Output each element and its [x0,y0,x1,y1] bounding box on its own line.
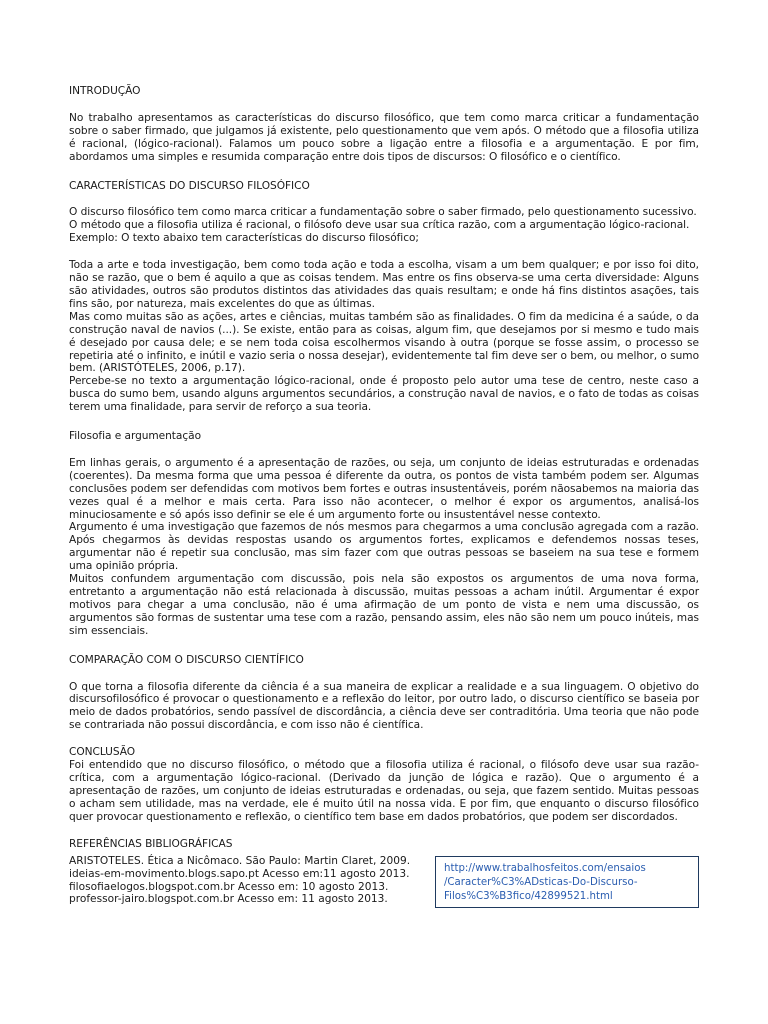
source-link-box[interactable] [435,856,699,908]
references-heading: REFERÊNCIAS BIBLIOGRÁFICAS [69,837,233,850]
characteristics-heading: CARACTERÍSTICAS DO DISCURSO FILOSÓFICO [69,179,310,192]
quote-analysis: Percebe-se no texto a argumentação lógico-racional, onde é proposto pelo autor uma tese de centro, neste caso a busca do sumo bem, usando alguns argumentos secundários, a construção naval de navios, e o fato de todas as coisas terem uma finalidade, para servir de reforço a sua teoria. [69,375,699,414]
argumentation-paragraph-3: Muitos confundem argumentação com discussão, pois nela são expostos os argumentos de uma nova forma, entretanto a argumentação não está relacionada à discussão, muitas pessoas a acham inútil. Argumentar é expor motivos para chegar a uma conclusão, não é uma afirmação de um ponto de vista e nem uma discussão, os argumentos são formas de sustentar uma tese com a razão, pensando assim, eles não são nem um pouco inúteis, mas sim essenciais. [69,573,699,637]
aristotle-quote-1: Toda a arte e toda investigação, bem como toda ação e toda a escolha, visam a um bem qualquer; e por isso foi dito, não se razão, que o bem é aquilo a que as coisas tendem. Mas entre os fins observa-se uma certa diversidade: Alguns são atividades, outros são produtos distintos das atividades das quais resultam; e onde há fins distintos asações, tais fins são, por natureza, mais excelentes do que as últimas. [69,259,699,310]
comparison-heading: COMPARAÇÃO COM O DISCURSO CIENTÍFICO [69,653,304,666]
references-list [69,855,429,906]
reference-item: filosofiaelogos.blogspot.com.br Acesso em: 10 agosto 2013. [69,880,389,893]
source-link-line[interactable]: http://www.trabalhosfeitos.com/ensaios [444,863,646,874]
conclusion-heading: CONCLUSÃO [69,746,136,759]
comparison-paragraph: O que torna a filosofia diferente da ciência é a sua maneira de explicar a realidade e a sua linguagem. O objetivo do discursofilosófico é provocar o questionamento e a reflexão do leitor, por outro lado, o discurso científico se baseia por meio de dados probatórios, sendo passível de discordância, a ciência deve ser contraditória. Uma teoria que não pode se contrariada não possui discordância, e com isso não é científica. [69,680,699,732]
reference-item: ideias-em-movimento.blogs.sapo.pt Acesso em:11 agosto 2013. [69,867,410,880]
source-link-line[interactable]: /Caracter%C3%ADsticas-Do-Discurso- [444,877,638,888]
characteristics-line-1: O discurso filosófico tem como marca criticar a fundamentação sobre o saber firmado, pelo questionamento sucessivo. [69,206,697,219]
reference-item: ARISTOTELES. Ética a Nicômaco. São Paulo: Martin Claret, 2009. [69,855,411,867]
intro-paragraph: No trabalho apresentamos as características do discurso filosófico, que tem como marca criticar a fundamentação sobre o saber firmado, que julgamos já existente, pelo questionamento que vem após. O método que a filosofia utiliza é racional, (lógico-racional). Falamos um pouco sobre a ligação entre a filosofia e a argumentação. E por fim, abordamos uma simples e resumida comparação entre dois tipos de discursos: O filosófico e o científico. [69,111,699,163]
source-link-line[interactable]: Filos%C3%B3fico/42899521.html [444,891,613,902]
argumentation-heading: Filosofia e argumentação [69,430,202,443]
argumentation-paragraph-1: Em linhas gerais, o argumento é a apresentação de razões, ou seja, um conjunto de ideias estruturadas e ordenadas (coerentes). Da mesma forma que uma pessoa é diferente da outra, os pontos de vista também podem ser. Algumas conclusões podem ser defendidas com motivos bem fortes e outras insustentáveis, porém nãosabemos na maioria das vezes qual é a melhor e mais certa. Para isso não acontecer, o melhor é expor os argumentos, analisá-los minuciosamente e só após isso definir se ele é um argumento forte ou insustentável nesse contexto. [69,456,699,521]
characteristics-line-2: O método que a filosofia utiliza é racional, o filósofo deve usar sua crítica razão, com a argumentação lógico-racional. [69,219,690,232]
document-body [69,85,699,851]
conclusion-paragraph: Foi entendido que no discurso filosófico, o método que a filosofia utiliza é racional, o filósofo deve usar sua razão-crítica, com a argumentação lógico-racional. (Derivado da junção de lógica e razão). Que o argumento é a apresentação de razões, um conjunto de ideias estruturadas e ordenadas, ou seja, que fazem sentido. Muitas pessoas o acham sem utilidade, mas na verdade, ele é muito útil na nossa vida. E por fim, que enquanto o discurso filosófico quer provocar questionamento e reflexão, o científico tem base em dados probatórios, que podem ser discordados. [69,759,699,823]
characteristics-line-3: Exemplo: O texto abaixo tem características do discurso filosófico; [69,232,419,245]
intro-heading: INTRODUÇÃO [69,85,141,97]
aristotle-quote-2: Mas como muitas são as ações, artes e ciências, muitas também são as finalidades. O fim da medicina é a saúde, o da construção naval de navios (...). Se existe, então para as coisas, algum fim, que desejamos por si mesmo e tudo mais é desejado por causa dele; e se nem toda coisa escolhermos visando à outra (porque se fosse assim, o processo se repetiria até o infinito, e inútil e vazio seria o nossa desejar), evidentemente tal fim deve ser o bem, ou melhor, o sumo bem. (ARISTÓTELES, 2006, p.17). [69,310,699,375]
reference-item: professor-jairo.blogspot.com.br Acesso em: 11 agosto 2013. [69,893,388,906]
argumentation-paragraph-2: Argumento é uma investigação que fazemos de nós mesmos para chegarmos a uma conclusão agregada com a razão. Após chegarmos às devidas respostas usando os argumentos fortes, explicamos e defendemos nossas teses, argumentar não é repetir sua conclusão, mas sim fazer com que outras pessoas se baseiem na sua tese e formem uma opinião própria. [69,521,699,573]
